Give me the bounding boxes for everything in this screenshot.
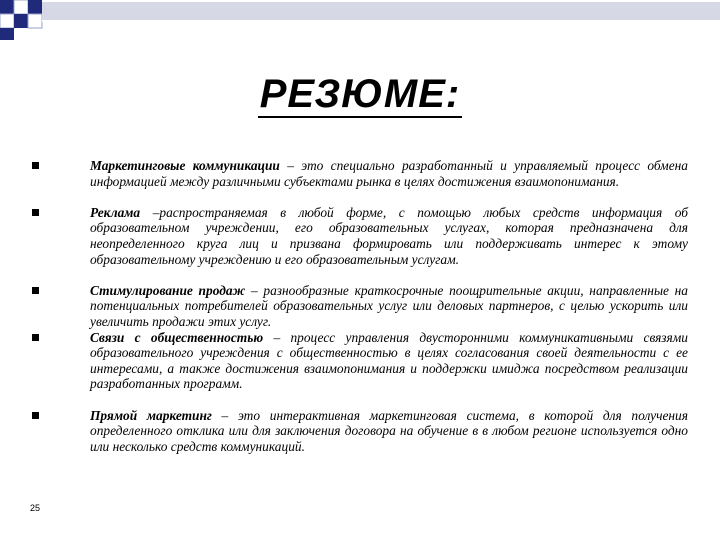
list-item [28,283,688,330]
slide-title: РЕЗЮМЕ: [259,72,461,116]
bullet-icon [32,287,39,294]
bullet-icon [32,334,39,341]
list-item-text: –распространяемая в любой форме, с помощью любых средств информация об образовательном учреждении, его образовательных услугах, которая предназначена для неопределенного круга лиц и призвана формировать или поддерживать интерес к этому образовательному учреждению и его образовательным услугам. [90,204,688,267]
bullet-icon [32,162,39,169]
list-item-term: Маркетинговые коммуникации [90,158,280,173]
decorative-squares [0,0,720,40]
list-item-text: – процесс управления двусторонними коммуникативными связями образовательного учреждения с общественностью в целях согласования своей деятельности с ее интересами, а также достижения взаимопонимания и поддержки имиджа посредством реализации разработанных программ. [90,329,688,392]
list-item [28,408,688,455]
bullet-icon [32,209,39,216]
list-item-term: Стимулирование продаж [90,282,246,298]
list-item-text: – это специально разработанный и управляемый процесс обмена информацией между различными субъектами рынка в целях достижения взаимопонимания. [90,158,688,189]
list-item-term: Связи с общественностью [90,329,264,345]
list-item-term: Прямой маркетинг [90,407,212,423]
list-item-text: – это интерактивная маркетинговая система, в которой для получения определенного отклика или для заключения договора на обучение в в любом регионе используется одно или несколько средств коммуникаций. [90,407,688,454]
bullet-icon [32,412,39,419]
list-item [28,158,688,205]
list-item-term: Реклама [90,204,141,220]
page-number: 25 [30,503,41,513]
bullet-list [28,158,688,454]
list-item [28,205,688,283]
list-item-text: – разнообразные краткосрочные поощрительные акции, направленные на потенциальных потребителей образовательных услуг или деловых партнеров, с целью ускорить или увеличить продажи этих услуг. [90,282,688,329]
list-item [28,330,688,408]
